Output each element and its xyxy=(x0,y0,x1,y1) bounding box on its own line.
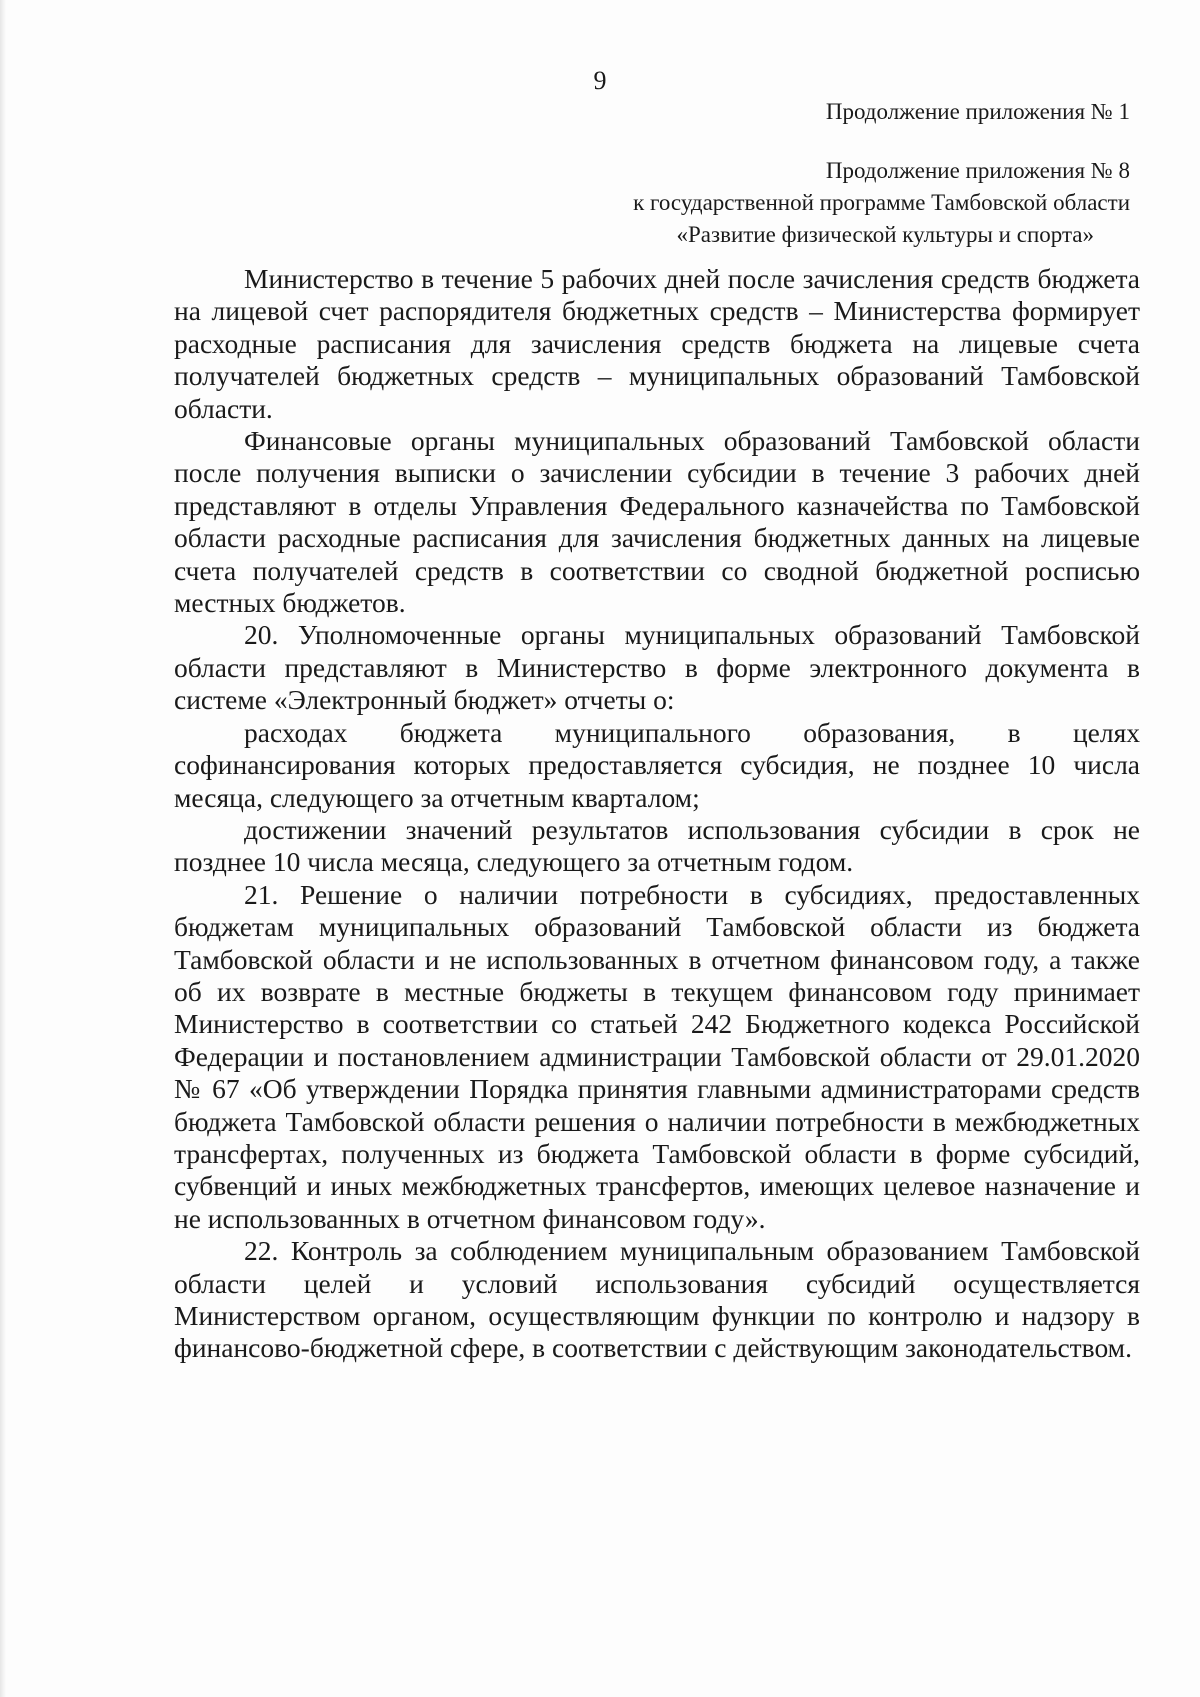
appendix-continuation-1-text: Продолжение приложения № 1 xyxy=(825,99,1130,124)
page-number: 9 xyxy=(593,66,607,95)
document-body xyxy=(174,263,1140,1365)
paragraph-report-results: достижении значений результатов использования субсидии в срок не позднее 10 числа месяца, следующего за отчетным годом. xyxy=(174,813,1140,878)
program-reference-line: к государственной программе Тамбовской области xyxy=(633,190,1130,215)
paragraph-item-21: 21. Решение о наличии потребности в субсидиях, предоставленных бюджетам муниципальных образований Тамбовской области из бюджета Тамбовской области и не использованных в отчетном финансовом году, а также об их возврате в местные бюджеты в текущем финансовом году принимает Министерство в соответствии со статьей 242 Бюджетного кодекса Российской Федерации и постановлением администрации Тамбовской области от 29.01.2020 № 67 «Об утверждении Порядка принятия главными администраторами средств бюджета Тамбовской области решения о наличии потребности в межбюджетных трансфертах, полученных из бюджета Тамбовской области в форме субсидий, субвенций и иных межбюджетных трансфертов, имеющих целевое назначение и не использованных в отчетном финансовом году». xyxy=(174,878,1140,1234)
paragraph-item-22: 22. Контроль за соблюдением муниципальным образованием Тамбовской области целей и условий использования субсидий осуществляется Министерством органом, осуществляющим функции по контролю и надзору в финансово-бюджетной сфере, в соответствии с действующим законодательством. xyxy=(174,1235,1140,1364)
paragraph-financial-bodies: Финансовые органы муниципальных образований Тамбовской области после получения выписки о зачислении субсидии в течение 3 рабочих дней представляют в отделы Управления Федерального казначейства по Тамбовской области расходные расписания для зачисления бюджетных данных на лицевые счета получателей средств в соответствии со сводной бюджетной росписью местных бюджетов. xyxy=(174,425,1140,619)
program-title-line: «Развитие физической культуры и спорта» xyxy=(676,222,1094,247)
appendix-continuation-1 xyxy=(826,96,1130,128)
paragraph-item-20: 20. Уполномоченные органы муниципальных образований Тамбовской области представляют в Министерство в форме электронного документа в системе «Электронный бюджет» отчеты о: xyxy=(174,619,1140,716)
paragraph-report-expenses: расходах бюджета муниципального образования, в целях софинансирования которых предоставляется субсидия, не позднее 10 числа месяца, следующего за отчетным кварталом; xyxy=(174,716,1140,813)
appendix-continuation-8-text: Продолжение приложения № 8 xyxy=(825,158,1130,183)
appendix-continuation-8-block xyxy=(633,155,1130,251)
scan-edge xyxy=(0,0,6,1697)
paragraph-ministry-schedules: Министерство в течение 5 рабочих дней после зачисления средств бюджета на лицевой счет распорядителя бюджетных средств – Министерства формирует расходные расписания для зачисления средств бюджета на лицевые счета получателей бюджетных средств – муниципальных образований Тамбовской области. xyxy=(174,263,1140,424)
